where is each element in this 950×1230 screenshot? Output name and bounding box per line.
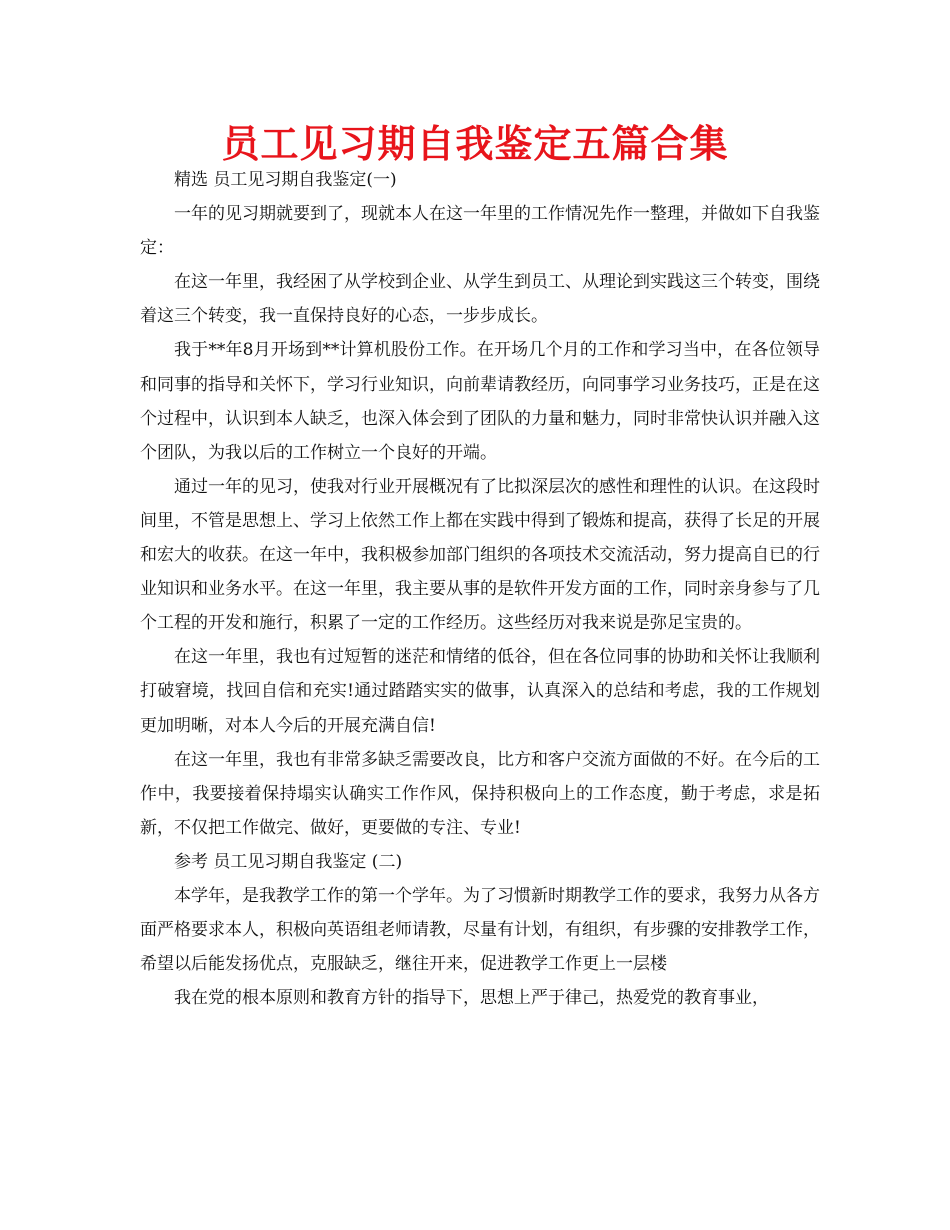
- paragraph: 一年的见习期就要到了，现就本人在这一年里的工作情况先作一整理，并做如下自我鉴定：: [140, 204, 820, 259]
- section-heading-1: 精选 员工见习期自我鉴定(一): [174, 170, 397, 190]
- paragraph: 我于**年8月开场到**计算机股份工作。在开场几个月的工作和学习当中，在各位领导和同事的指导和关怀下，学习行业知识，向前辈请教经历，向同事学习业务技巧，正是在这个过程中，认识到本人缺乏，也深入体会到了团队的力量和魅力，同时非常快认识并融入这个团队，为我以后的工作树立一个良好的开端。: [140, 340, 820, 463]
- document-body: [140, 163, 820, 1015]
- paragraph: 在这一年里，我也有非常多缺乏需要改良，比方和客户交流方面做的不好。在今后的工作中，我要接着保持塌实认确实工作作风，保持积极向上的工作态度，勤于考虑，求是拓新，不仅把工作做完、做好，更要做的专注、专业!: [140, 749, 820, 838]
- document-title: 员工见习期自我鉴定五篇合集: [221, 122, 729, 166]
- paragraph: 在这一年里，我经困了从学校到企业、从学生到员工、从理论到实践这三个转变，围绕着这三个转变，我一直保持良好的心态，一步步成长。: [140, 272, 820, 327]
- paragraph: 我在党的根本原则和教育方针的指导下，思想上严于律己，热爱党的教育事业，: [174, 988, 769, 1009]
- paragraph: 在这一年里，我也有过短暂的迷茫和情绪的低谷，但在各位同事的协助和关怀让我顺利打破窘境，找回自信和充实!通过踏踏实实的做事，认真深入的总结和考虑，我的工作规划更加明晰，对本人今后的开展充满自信!: [140, 647, 820, 736]
- paragraph: 通过一年的见习，使我对行业开展概况有了比拟深层次的感性和理性的认识。在这段时间里，不管是思想上、学习上依然工作上都在实践中得到了锻炼和提高，获得了长足的开展和宏大的收获。在这一年中，我积极参加部门组织的各项技术交流活动，努力提高自已的行业知识和业务水平。在这一年里，我主要从事的是软件开发方面的工作，同时亲身参与了几个工程的开发和施行，积累了一定的工作经历。这些经历对我来说是弥足宝贵的。: [140, 476, 820, 634]
- paragraph: 本学年，是我教学工作的第一个学年。为了习惯新时期教学工作的要求，我努力从各方面严格要求本人，积极向英语组老师请教，尽量有计划，有组织，有步骤的安排教学工作，希望以后能发扬优点，克服缺乏，继往开来，促进教学工作更上一层楼: [140, 885, 820, 975]
- section-heading-2: 参考 员工见习期自我鉴定 (二): [174, 851, 403, 872]
